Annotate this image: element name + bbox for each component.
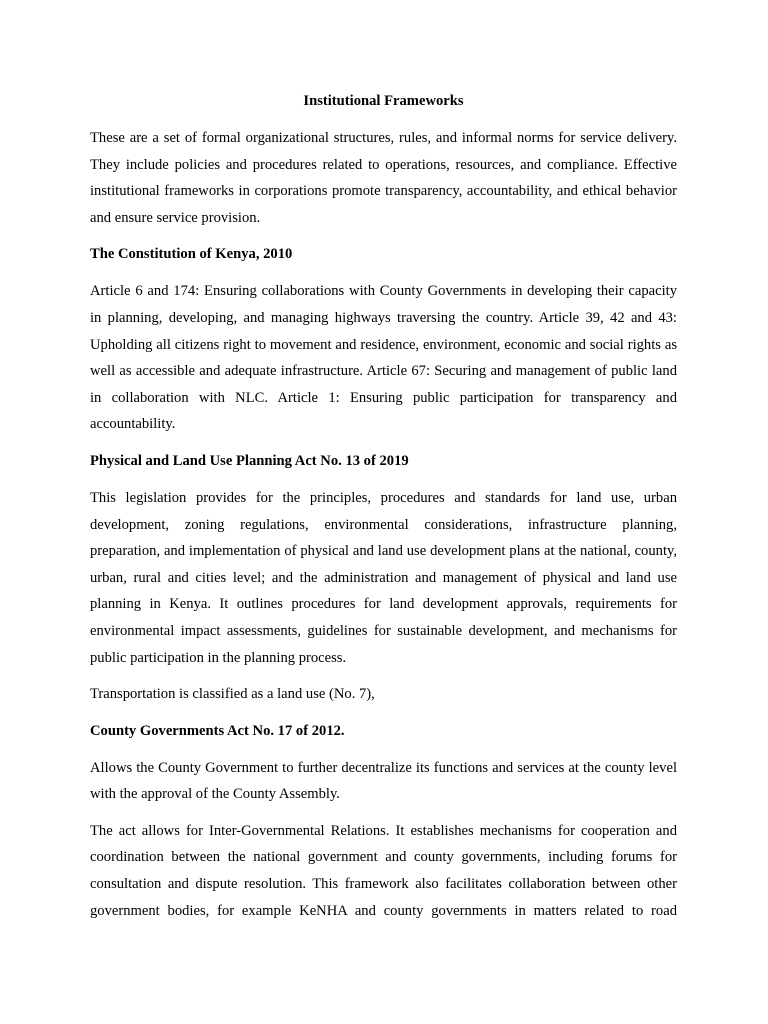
county-intergovernmental-paragraph: The act allows for Inter-Governmental Relations. It establishes mechanisms for cooperation and coordination between the national government and county governments, including forums for consultation and dispute resolution. This framework also facilitates collaboration between other government bodies, for example KeNHA and county governments in matters related to road: [90, 822, 677, 919]
document-page: [90, 88, 677, 934]
land-use-paragraph: This legislation provides for the principles, procedures and standards for land use, urban development, zoning regulations, environmental considerations, infrastructure planning, preparation, and implementation of physical and land use development plans at the national, county, urban, rural and cities level; and the administration and management of physical and land use planning in Kenya. It outlines procedures for land development approvals, requirements for environmental impact assessments, guidelines for sustainable development, and mechanisms for public participation in the planning process.: [90, 489, 677, 666]
intro-paragraph: These are a set of formal organizational structures, rules, and informal norms for service delivery. They include policies and procedures related to operations, resources, and compliance. Effective institutional frameworks in corporations promote transparency, accountability, and ethical behavior and ensure service provision.: [90, 130, 677, 226]
county-decentralize-paragraph: Allows the County Government to further decentralize its functions and services at the county level with the approval of the County Assembly.: [90, 759, 677, 803]
section-heading-constitution: The Constitution of Kenya, 2010: [90, 246, 293, 263]
constitution-paragraph: Article 6 and 174: Ensuring collaborations with County Governments in developing their capacity in planning, developing, and managing highways traversing the country. Article 39, 42 and 43: Upholding all citizens right to movement and residence, environment, economic and social rights as well as accessible and adequate infrastructure. Article 67: Securing and management of public land in collaboration with NLC. Article 1: Ensuring public participation for transparency and accountability.: [90, 283, 677, 433]
section-heading-land-use-act: Physical and Land Use Planning Act No. 13 of 2019: [90, 452, 409, 469]
land-use-transport-paragraph: Transportation is classified as a land use (No. 7),: [90, 686, 375, 703]
section-heading-county-governments-act: County Governments Act No. 17 of 2012.: [90, 722, 345, 739]
document-title: Institutional Frameworks: [303, 93, 464, 109]
